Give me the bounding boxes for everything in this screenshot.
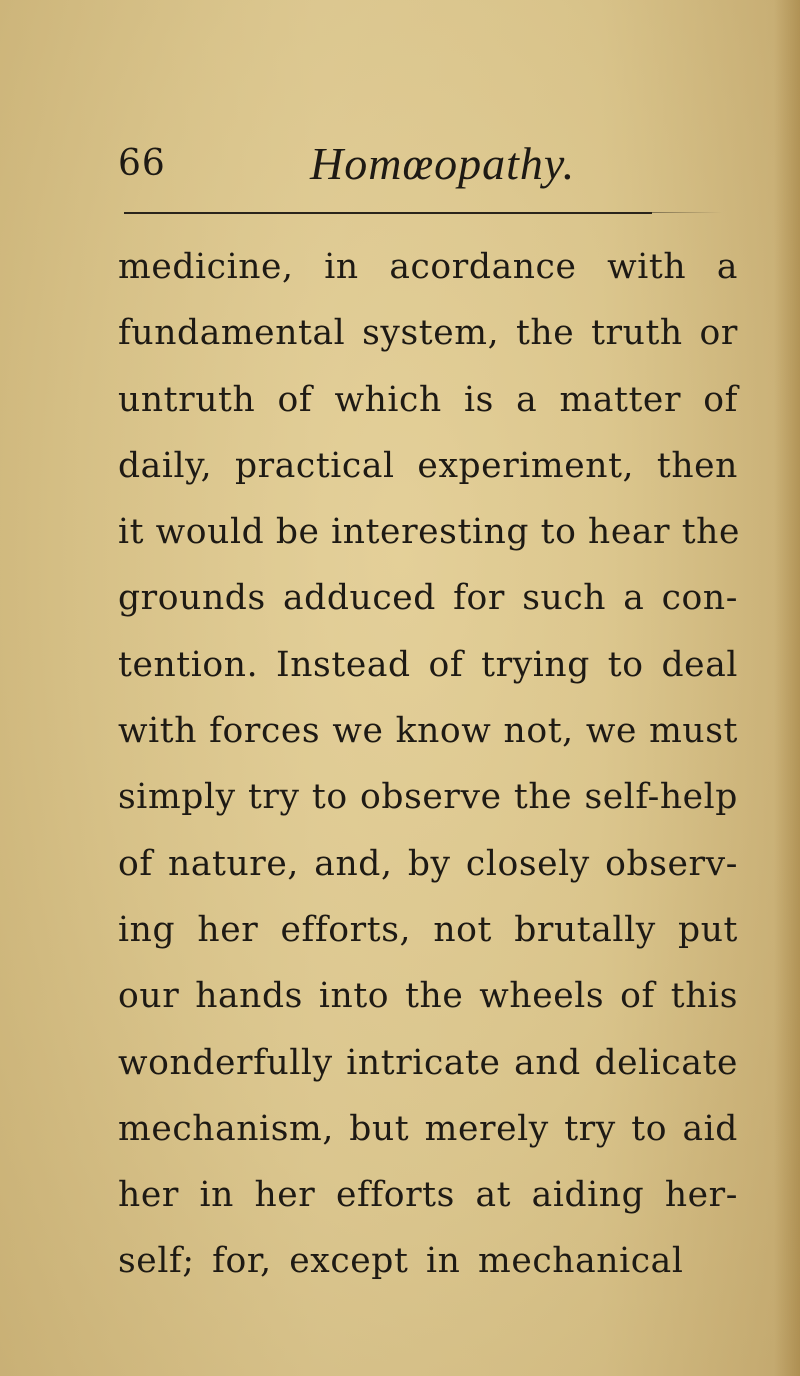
text-line: wonderfully intricate and delicate <box>118 1042 738 1083</box>
text-line: ing her efforts, not brutally put <box>118 909 738 950</box>
page-number: 66 <box>118 143 166 184</box>
text-line: untruth of which is a matter of <box>118 379 738 420</box>
text-line: grounds adduced for such a con- <box>118 578 738 619</box>
body-text <box>118 234 741 1295</box>
header-rule <box>124 212 652 214</box>
header-rule-tail <box>652 212 722 213</box>
page-edge-shadow <box>774 0 800 1376</box>
text-line: mechanism, but merely try to aid <box>118 1108 738 1149</box>
text-line: daily, practical experiment, then <box>118 445 738 486</box>
text-line: of nature, and, by closely observ- <box>118 843 738 884</box>
text-line: simply try to observe the self-help <box>118 777 738 818</box>
text-line: her in her efforts at aiding her- <box>118 1175 738 1216</box>
running-title: Homœopathy. <box>310 138 576 189</box>
text-line: it would be interesting to hear the <box>118 512 741 553</box>
text-line: self; for, except in mechanical <box>118 1241 684 1282</box>
text-line: fundamental system, the truth or <box>118 313 738 354</box>
text-line: with forces we know not, we must <box>118 711 738 752</box>
page-header <box>118 136 738 192</box>
text-line: our hands into the wheels of this <box>118 976 738 1017</box>
text-line: tention. Instead of trying to deal <box>118 644 738 685</box>
text-line: medicine, in acordance with a <box>118 247 738 287</box>
